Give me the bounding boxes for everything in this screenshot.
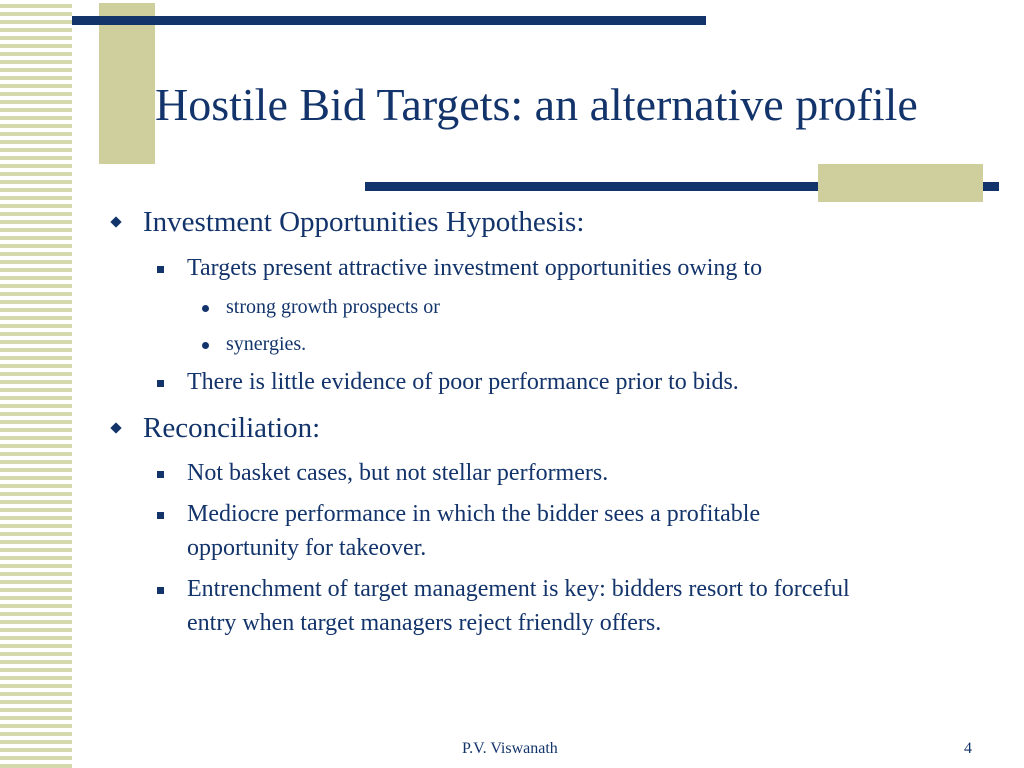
bullet-level3: synergies.	[226, 333, 307, 355]
bullet-level2: Targets present attractive investment opportunities owing to	[187, 255, 763, 281]
bullet-level1: Investment Opportunities Hypothesis:	[143, 206, 585, 238]
bullet-level2: Not basket cases, but not stellar performers.	[187, 460, 609, 486]
dot-bullet-icon	[202, 342, 209, 349]
bullet-level2-continuation: entry when target managers reject friendly offers.	[187, 610, 662, 636]
diamond-bullet-icon	[110, 422, 121, 433]
footer-author: P.V. Viswanath	[462, 740, 558, 757]
square-bullet-icon	[157, 512, 164, 519]
square-bullet-icon	[157, 587, 164, 594]
bullet-level1: Reconciliation:	[143, 412, 321, 444]
diamond-bullet-icon	[110, 216, 121, 227]
bullet-level2-continuation: opportunity for takeover.	[187, 535, 427, 561]
square-bullet-icon	[157, 380, 164, 387]
slide-title: Hostile Bid Targets: an alternative profile	[155, 79, 918, 130]
dot-bullet-icon	[202, 305, 209, 312]
square-bullet-icon	[157, 266, 164, 273]
bullet-level2: There is little evidence of poor performance prior to bids.	[187, 369, 739, 395]
bullet-level2: Mediocre performance in which the bidder sees a profitable	[187, 501, 761, 527]
page-number: 4	[964, 740, 972, 757]
bullet-level3: strong growth prospects or	[226, 296, 440, 318]
square-bullet-icon	[157, 471, 164, 478]
bullet-level2: Entrenchment of target management is key: bidders resort to forceful	[187, 576, 850, 602]
